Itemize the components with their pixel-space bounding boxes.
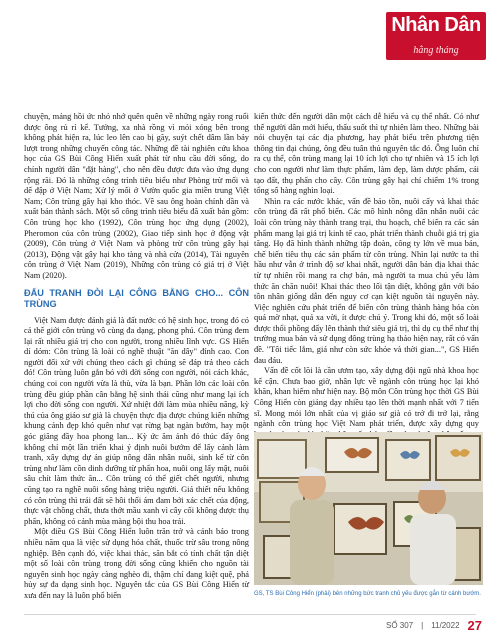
- footer-divider: [24, 614, 476, 615]
- newspaper-logo: [386, 12, 486, 60]
- article-paragraph: Vấn đề cốt lõi là cần ươm tạo, xây dựng đội ngũ nhà khoa học kế cận. Chưa bao giờ, nhân lực về ngành côn trùng học lại khó khăn, khan hiếm như hiện nay. Bộ môn Côn trùng học thời GS Bùi Công Hiển còn giảng dạy nhiều tạo lên thời mạnh nhất với 7 tiến sĩ. Mong mỏi lớn nhất của vị giáo sư già có trở đi trở lại, rằng ngành côn trùng học Việt Nam phát triển, được xây dựng quy: [254, 366, 479, 429]
- article-paragraph: Một điều GS Bùi Công Hiển luôn trăn trở và cảnh báo trong nhiều năm qua là việc sử dụng hóa chất, thuốc trừ sâu trong nông nghiệp. Bên cạnh đó, việc khai thác, săn bắt có tính chất tận diệt một số loài côn trùng trong đời sống cũng khiến cho nguồn tài nguyên sinh học ngày càng nghèo đi, thậm chí đang kiệt quệ, phá hủy sự đa dạng sinh học. Nguyên tắc của GS Bùi Công Hiển từ xưa đến nay là luôn phổ biến: [24, 527, 249, 600]
- page-number: 27: [467, 618, 482, 633]
- article-photo: [254, 432, 483, 585]
- issue-number: SỐ 307: [385, 621, 414, 630]
- issue-date: 11/2022: [431, 621, 460, 630]
- logo-title: Nhân Dân: [391, 14, 481, 36]
- article-paragraph: Nhìn ra các nước khác, vấn đề bảo tồn, nuôi cấy và khai thác côn trùng đã rất phổ biến. Các mô hình nông dân nhân nuôi các loài côn trùng này thành trang trại, thu hoạch, chế biến ra các sản phẩm mang lại giá trị kinh tế cao, phát triển thành chuỗi giá trị gia tăng. Họ đã hình thành những tập đoàn, công ty lớn về mua bán, chế biến tiêu thụ các sản phẩm từ côn trùng. Nhìn lại nước ta thì hầu như vẫn ở trình độ sơ khai nhất, người dân bản địa khai thác từ tự nhiên rồi mang ra chợ bán, mà người ta mua chủ yếu làm thức ăn chăn nuôi! Khai thác theo lối tận diệt, không gắn với bảo tồn nhân giống dẫn đến nguy cơ cạn kiệt nguồn tài nguyên này. Việc nghiên cứu phát triển để biến côn trùng thành hàng hóa còn quá mờ nhạt, quá xa vời, ít được chú ý. Trong khi đó, một số loài được thổi phồng đẩy lên thành thứ siêu giá trị, thì dụ cụ thể như thị trường mua bán và sử dụng đông trùng hạ thảo hiện nay, rất có vấn đề. "Tôi tiếc lắm, giá như còn sức khỏe và thời gian...", GS Hiển đau đáu.: [254, 196, 479, 365]
- article-column-right: [254, 112, 479, 432]
- article-column-left: [24, 112, 249, 612]
- logo-subtitle: hằng tháng: [413, 45, 459, 56]
- article-paragraph: Việt Nam được đánh giá là đất nước có hệ sinh học, trong đó có cả thế giới côn trùng vô cùng đa dạng, phong phú. Côn trùng đem lại rất nhiều giá trị cho con người, trong nhiều lĩnh vực. GS Hiển dí dỏm: Côn trùng là loài có nghề thuật "ăn dây" đỉnh cao. Con người đối xử với chúng theo cách gì chúng sẽ đáp trả theo cách đó! Côn trùng luôn gắn bó với đời sống con người, nói cách khác, chúng coi con người vừa là thù, vừa là bạn. Phần lớn các loài côn trùng đều giúp phần cân bằng hệ sinh thái cũng như mang lại ích lợi cho đời sống con người. Xứ nhiệt đới làm mùa nhiều năng, kỳ thú của ông giáo sư già là chuyện thực địa được chúng kiến những khung cảnh đẹp khó quên như vạt rừng bạt ngàn bướm, hay một góc giăng đầy hoa phong lan... Kỳ ức ăm ảnh đó thúc đẩy ông không chỉ một lần triển khai ý định nuôi bướm để lấy cảnh làm tranh, xây dựng dự án giúp nông dân nhân nuôi, sinh kế từ côn trùng như làm cồn dinh dưỡng từ phấn hoa, nuôi ong lấy mật, nuôi sâu chít làm thức ăn... Côn trùng có thể giết chết người, nhưng cũng tạo ra nghề nuôi sống hàng triệu người. Giá thiết nếu không có côn trùng thì trái đất sẽ hôi thối ám đam bởi xác chết của động, thực vật chồng chất, thưa thớt mầu xanh vì cây cối không được thụ phấn, không có cảnh mùa màng bội thu hoa trái.: [24, 315, 249, 526]
- page-footer: [386, 618, 482, 633]
- issue-separator: |: [421, 621, 424, 630]
- photo-illustration: [254, 432, 483, 585]
- page-header-area: [0, 0, 500, 110]
- article-paragraph: kiến thức đến người dân một cách dễ hiểu và cụ thể nhất. Có như thế người dân mới hiểu, thấu suốt thì tự nhiên làm theo. Những bài nói chuyện tại các địa phương, hay phát biểu trên phương tiện thông tin đại chúng, ông đều tuân thủ nguyên tắc đó. Ông luôn chỉ ra cụ thể, côn trùng mang lại 10 ích lợi cho tự nhiên và 15 ích lợi cho con người như làm thực phẩm, làm đẹp, làm dược phẩm, cải tạo đất, thụ phấn cho cây. Côn trùng gây hại chỉ chiếm 1% trong tổng số hàng nghìn loại.: [254, 112, 479, 196]
- section-heading: ĐẤU TRANH ĐÒI LẠI CÔNG BẰNG CHO... CÔN TRÙNG: [24, 287, 249, 309]
- photo-caption: GS, TS Bùi Công Hiển (phải) bên những bức tranh chủ yếu được gắn từ cánh bướm.: [254, 591, 481, 597]
- article-paragraph: chuyện, mảng hồi ức nhỏ nhớ quên quên về những ngày rong ruổi được ông rủ rỉ kể. Tưởng, xa nhà rồng vì mỏi xóng bên trong không phát hiện ra, lúc leo lên cao bị gãy, suýt chết dâm lần bảy lượt trong những chuyến công tác. Những đề tài nghiên cứu khoa học của GS Bùi Công Hiển xuất phát từ nhu cầu đời sống, do chính người dân "đặt hàng", cho nên đều được đưa vào ứng dụng rộng rãi. Đó là những công trình tiêu biểu như Phòng trừ mối và dế đập ở Việt Nam; Xử lý mối ở Vườn quốc gia miền trung Việt Nam; Côn trùng gây hại kho thóc. Về sau ông hoàn chỉnh dần và xuất bản thành sách. Một số công trình tiêu biểu đã xuất bản gồm: Côn trùng học kho (1992), Côn trùng học ứng dụng (2002), Pheromon của côn trùng (2002), Giao tiếp sinh học ở động vật (2009), Côn trùng ở Việt Nam và phòng trừ côn trùng gây hại (2013), Động vật gây hại kho tàng và nhà cửa (2014), Tài nguyên côn trùng ở Việt Nam (2019), Những côn trùng có giá trị ở Việt Nam (2020).: [24, 112, 249, 280]
